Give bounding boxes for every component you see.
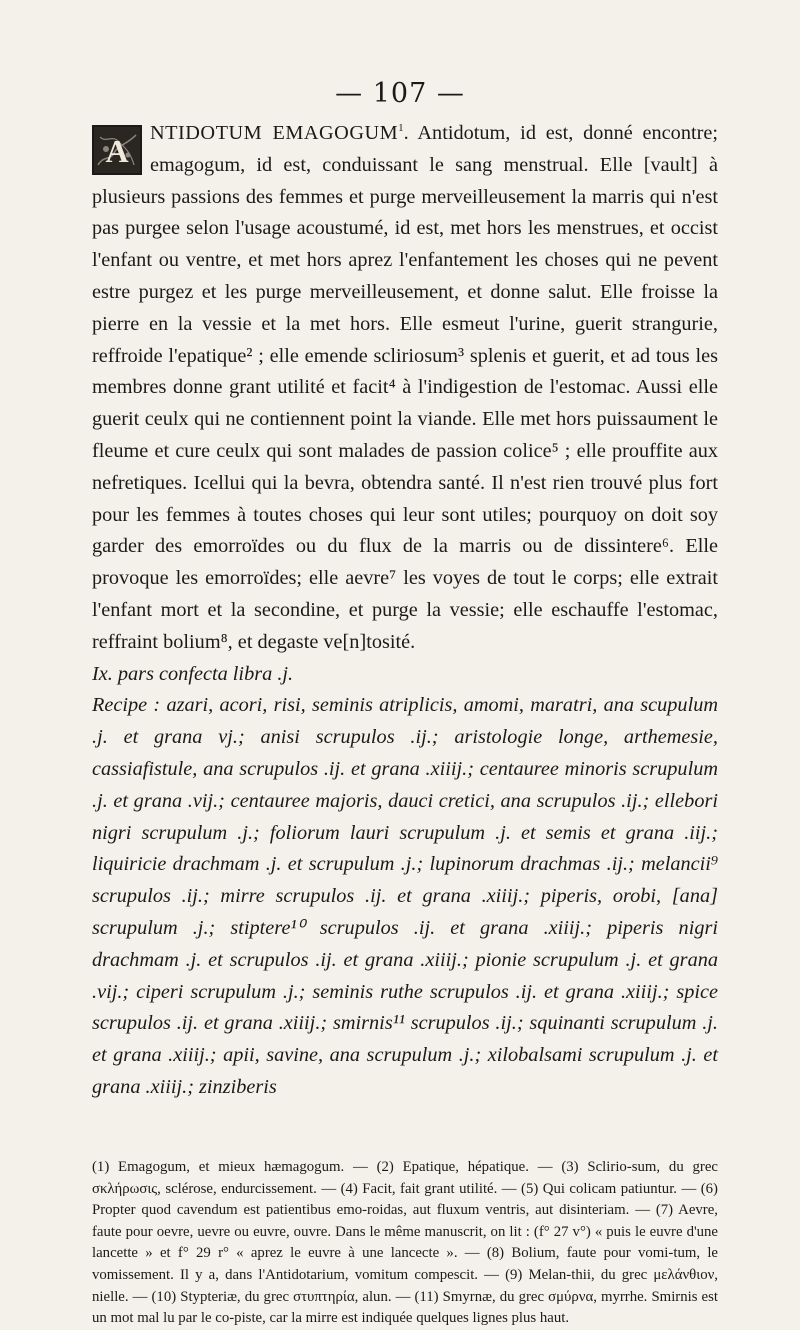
entry-paragraph	[92, 118, 718, 659]
initial-letter: A	[105, 133, 129, 169]
heading-note: 1	[398, 122, 404, 135]
ornamental-initial-a	[92, 125, 142, 175]
ornament-icon	[92, 125, 142, 175]
entry-text: . Antidotum, id est, donné encontre; emagogum, id est, conduissant le sang menstrual. Elle [vault] à plusieurs passions des femmes et purge merveilleusement la marris qui n'est pas purgee selon l'usage acoustumé, id est, met hors les menstrues, et occist l'enfant ou ventre, et met hors aprez l'enfantement les choses qui ne pevent estre purgez et les purge merveilleusement, et donne salut. Elle froisse la pierre en la vessie et la met hors. Elle esmeut l'urine, guerit strangurie, reffroide l'epatique² ; elle emende scliriosum³ splenis et guerit, et ad tous les membres donne grant utilité et facit⁴ à l'indigestion de l'estomac. Aussi elle guerit ceulx qui ne contiennent point la viande. Elle met hors puissaument le fleume et cure ceulx qui sont malades de passion colice⁵ ; elle prouffite aux nefretiques. Icellui qui la bevra, obtendra santé. Il n'est rien trouvé plus fort pour les femmes à toutes choses qui leur sont utiles; pourquoy on doit soy garder des emorroïdes ou du flux de la marris ou de dissintere⁶. Elle provoque les emorroïdes; elle aevre⁷ les voyes de tout le corps; elle extrait l'enfant mort et la secondine, et purge la vessie; elle eschauffe l'estomac, reffraint bolium⁸, et degaste ve[n]tosité.	[92, 122, 718, 653]
footnotes: (1) Emagogum, et mieux hæmagogum. — (2) Epatique, hépatique. — (3) Sclirio-sum, du grec σκλήρωσις, sclérose, endurcissement. — (4) Facit, fait grant utilité. — (5) Qui colicam patiuntur. — (6) Propter quod cavendum est patientibus emo-roidas, aut fluxum ventris, aut disinteriam. — (7) Aevre, faute pour oevre, uevre ou euvre, ouvre. Dans le même manuscrit, on lit : (f° 27 v°) « puis le euvre d'une lancette » et f° 29 r° « aprez le euvre à une lancecte ». — (8) Bolium, faute pour vomi-tum, le vomissement. Il y a, dans l'Antidotarium, vomitum compescit. — (9) Melan-thii, du grec μελάνθιον, nielle. — (10) Stypteriæ, du grec στυπτηρία, alun. — (11) Smyrnæ, du grec σμύρνα, myrrhe. Smirnis est un mot mal lu par le co-piste, car la mirre est indiquée quelques lignes plus haut.	[92, 1159, 718, 1327]
ix-line: Ix. pars confecta libra .j.	[92, 662, 294, 685]
page-number: — 107 —	[335, 78, 465, 109]
recipe-paragraph: Recipe : azari, acori, risi, seminis atriplicis, amomi, maratri, ana scupulum .j. et grana vj.; anisi scrupulos .ij.; aristologie longe, arthemesie, cassiafistule, ana scrupulos .ij. et grana .xiiij.; centauree minoris scrupulum .j. et grana .vij.; centauree majoris, dauci cretici, ana scrupulos .ij.; ellebori nigri scrupulum .j.; foliorum lauri scrupulum .j. et semis et grana .iij.; liquiricie drachmam .j. et scrupulum .j.; lupinorum drachmas .ij.; melancii⁹ scrupulos .ij.; mirre scrupulos .ij. et grana .xiiij.; piperis, orobi, [ana] scrupulum .j.; stiptere¹⁰ scrupulos .ij. et grana .xiiij.; piperis nigri drachmam .j. et scrupulos .ij. et grana .xiiij.; pionie scrupulum .j. et grana .vij.; ciperi scrupulum .j.; seminis ruthe scrupulos .ij. et grana .xiiij.; spice scrupulos .ij. et grana .xiiij.; smirnis¹¹ scrupulos .ij.; squinanti scrupulum .j. et grana .xiiij.; apii, savine, ana scrupulum .j.; xilobalsami scrupulum .j. et grana .xiiij.; zinziberis	[92, 694, 718, 1098]
entry-heading: NTIDOTUM EMAGOGUM	[150, 122, 399, 144]
main-text	[92, 118, 718, 1104]
